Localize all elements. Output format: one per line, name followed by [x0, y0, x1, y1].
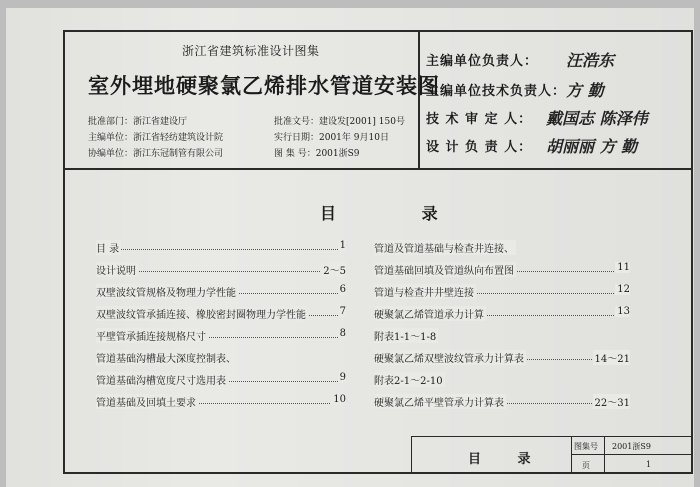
toc-item-page: 14～21: [593, 350, 630, 365]
toc-item-page: 11: [617, 262, 630, 273]
titleblock-page-value: 1: [646, 460, 652, 469]
toc-item: [374, 262, 630, 276]
toc-item: [96, 350, 346, 364]
toc-item-label: 双壁波纹管规格及物理力学性能: [96, 284, 238, 299]
toc-item-label: 管道基础沟槽宽度尺寸选用表: [96, 372, 228, 387]
editor-unit: 主编单位：浙江省轻纺建筑设计院: [88, 133, 224, 143]
toc-item-page: 6: [339, 284, 346, 295]
toc-title: 目 录: [320, 204, 478, 223]
drawing-sheet: [6, 8, 694, 487]
toc-item-label: 硬聚氯乙烯管道承力计算: [374, 306, 486, 321]
toc-item-page: 12: [617, 284, 630, 295]
titleblock-atlas-label: 图集号: [574, 442, 598, 451]
header-vertical-divider: [418, 30, 420, 170]
resp-label-chief-unit: 主编单位负责人：: [426, 54, 539, 69]
toc-item: [96, 372, 346, 386]
toc-item-page: 13: [617, 306, 630, 317]
signature-designer: 胡丽丽 方 勤: [546, 137, 638, 156]
signature-chief-unit: 汪浩东: [566, 51, 615, 70]
toc-item-label: 管道基础及回填土要求: [96, 394, 198, 409]
resp-label-reviewer: 技 术 审 定 人：: [426, 112, 533, 127]
toc-item-label: 目 录: [96, 240, 121, 255]
signature-tech-lead: 方 勤: [566, 81, 604, 100]
toc-item-page: 8: [339, 328, 346, 339]
co-unit: 协编单位：浙江东冠制管有限公司: [88, 149, 224, 159]
signature-reviewer: 戴国志 陈泽伟: [546, 109, 648, 128]
toc-item: [96, 262, 346, 276]
resp-label-tech-lead: 主编单位技术负责人：: [426, 84, 567, 99]
toc-item: [374, 350, 630, 364]
toc-item: [96, 328, 346, 342]
toc-item: [374, 240, 630, 254]
titleblock-mid-border: [571, 454, 693, 455]
toc-item-label: 附表1-1～1-8: [374, 328, 438, 343]
titleblock-left-border: [411, 436, 412, 474]
toc-item-label: 管道及管道基础与检查井连接、: [374, 240, 516, 255]
titleblock-top-border: [411, 436, 693, 437]
toc-item: [96, 240, 346, 254]
titleblock-divider: [571, 436, 572, 474]
toc-item: [96, 306, 346, 320]
atlas-number: 图 集 号：2001浙S9: [274, 149, 360, 159]
toc-item: [374, 328, 630, 342]
toc-item-label: 管道与检查井井壁连接: [374, 284, 476, 299]
toc-item-label: 管道基础沟槽最大深度控制表、: [96, 350, 238, 365]
toc-item-page: 22～31: [593, 394, 630, 409]
toc-item-label: 硬聚氯乙烯平壁管承力计算表: [374, 394, 506, 409]
toc-item-page: 1: [339, 240, 346, 251]
titleblock-name: 目 录: [468, 452, 547, 467]
atlas-title: 室外埋地硬聚氯乙烯排水管道安装图: [88, 74, 440, 98]
toc-item-page: 9: [339, 372, 346, 383]
toc-item-label: 设计说明: [96, 262, 138, 277]
header-divider: [63, 168, 693, 170]
toc-item-label: 硬聚氯乙烯双壁波纹管承力计算表: [374, 350, 526, 365]
toc-item: [374, 284, 630, 298]
resp-label-designer: 设 计 负 责 人：: [426, 140, 533, 155]
toc-item-label: 双壁波纹管承插连接、橡胶密封圈物理力学性能: [96, 306, 308, 321]
approval-dept: 批准部门：浙江省建设厅: [88, 117, 188, 127]
titleblock-atlas-value: 2001浙S9: [612, 442, 651, 451]
toc-item-page: 2～5: [321, 262, 346, 277]
titleblock-cell-divider: [604, 436, 605, 474]
impl-date: 实行日期：2001年 9月10日: [274, 133, 389, 143]
toc-item-page: 10: [333, 394, 346, 405]
toc-item: [374, 306, 630, 320]
approval-doc: 批准文号：建设发[2001] 150号: [274, 117, 405, 127]
titleblock-page-label: 页: [582, 461, 590, 470]
toc-item-page: 7: [339, 306, 346, 317]
toc-item-label: 附表2-1～2-10: [374, 372, 445, 387]
toc-item: [96, 284, 346, 298]
toc-item-label: 管道基础回填及管道纵向布置图: [374, 262, 516, 277]
toc-item-label: 平壁管承插连接规格尺寸: [96, 328, 208, 343]
atlas-subtitle: 浙江省建筑标准设计图集: [182, 44, 320, 58]
toc-item: [96, 394, 346, 408]
toc-item: [374, 394, 630, 408]
toc-item: [374, 372, 630, 386]
